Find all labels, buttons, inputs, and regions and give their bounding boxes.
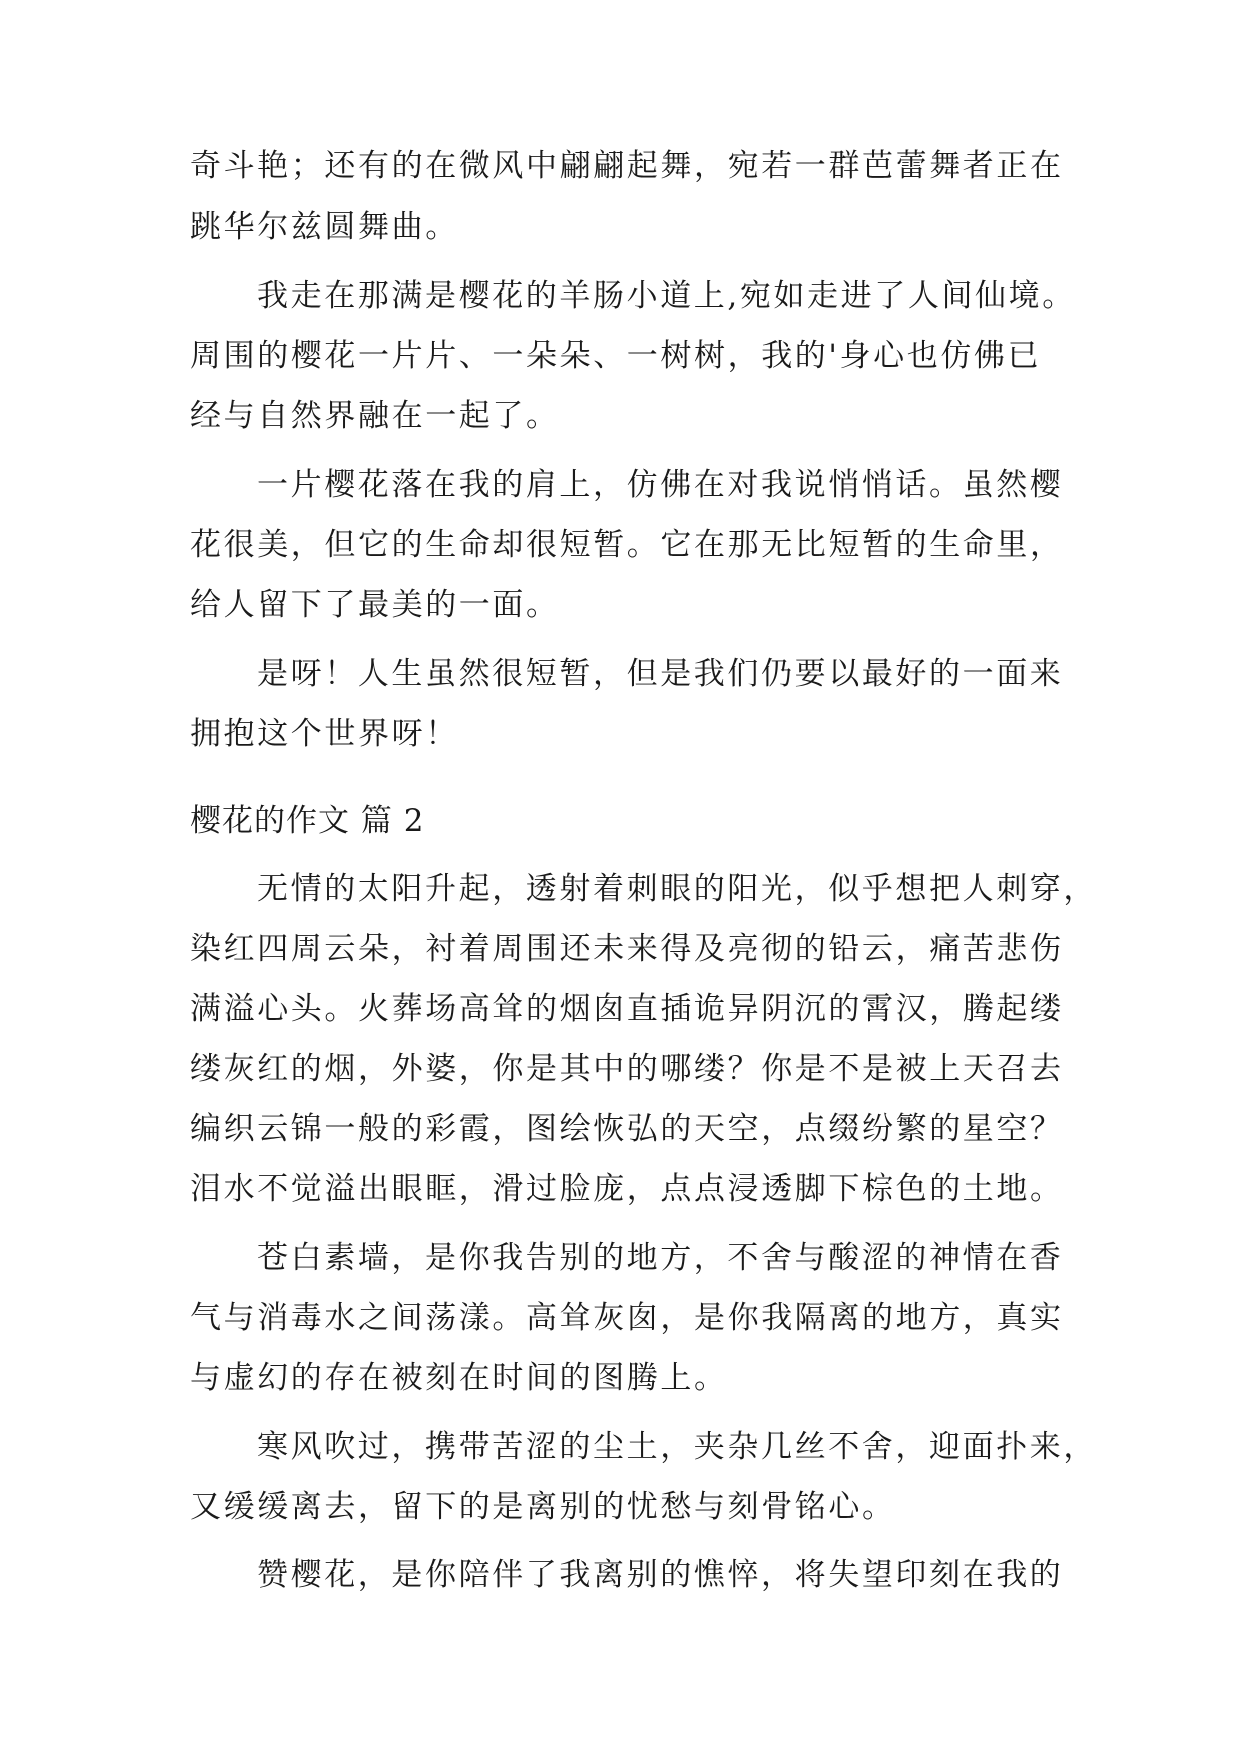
paragraph-line: 一片樱花落在我的肩上，仿佛在对我说悄悄话。虽然樱 bbox=[257, 467, 1064, 503]
section-heading: 樱花的作文 篇 2 bbox=[190, 803, 425, 839]
text-line: 拥抱这个世界呀！ bbox=[190, 716, 459, 752]
text-line: 花很美，但它的生命却很短暂。它在那无比短暂的生命里， bbox=[190, 527, 1064, 563]
text-line: 给人留下了最美的一面。 bbox=[190, 587, 560, 623]
text-line: 编织云锦一般的彩霞，图绘恢弘的天空，点缀纷繁的星空？ bbox=[190, 1111, 1064, 1147]
text-line: 周围的樱花一片片、一朵朵、一树树，我的'身心也仿佛已 bbox=[190, 338, 1042, 374]
text-line: 奇斗艳；还有的在微风中翩翩起舞，宛若一群芭蕾舞者正在 bbox=[190, 148, 1064, 184]
text-line: 经与自然界融在一起了。 bbox=[190, 398, 560, 434]
paragraph-line: 赞樱花，是你陪伴了我离别的憔悴，将失望印刻在我的 bbox=[257, 1557, 1064, 1593]
text-line: 染红四周云朵，衬着周围还未来得及亮彻的铅云，痛苦悲伤 bbox=[190, 931, 1064, 967]
paragraph-line: 寒风吹过，携带苦涩的尘土，夹杂几丝不舍，迎面扑来， bbox=[257, 1429, 1097, 1465]
text-line: 满溢心头。火葬场高耸的烟囱直插诡异阴沉的霄汉，腾起缕 bbox=[190, 991, 1064, 1027]
paragraph-line: 苍白素墙，是你我告别的地方，不舍与酸涩的神情在香 bbox=[257, 1240, 1064, 1276]
paragraph-line: 无情的太阳升起，透射着刺眼的阳光，似乎想把人刺穿， bbox=[257, 871, 1097, 907]
paragraph-line: 是呀！人生虽然很短暂，但是我们仍要以最好的一面来 bbox=[257, 656, 1064, 692]
text-line: 又缓缓离去，留下的是离别的忧愁与刻骨铭心。 bbox=[190, 1489, 896, 1525]
paragraph-line: 我走在那满是樱花的羊肠小道上,宛如走进了人间仙境。 bbox=[257, 278, 1076, 314]
text-line: 泪水不觉溢出眼眶，滑过脸庞，点点浸透脚下棕色的土地。 bbox=[190, 1171, 1064, 1207]
text-line: 跳华尔兹圆舞曲。 bbox=[190, 209, 459, 245]
text-line: 气与消毒水之间荡漾。高耸灰囱，是你我隔离的地方，真实 bbox=[190, 1300, 1064, 1336]
text-line: 缕灰红的烟，外婆，你是其中的哪缕？你是不是被上天召去 bbox=[190, 1051, 1064, 1087]
text-line: 与虚幻的存在被刻在时间的图腾上。 bbox=[190, 1360, 728, 1396]
